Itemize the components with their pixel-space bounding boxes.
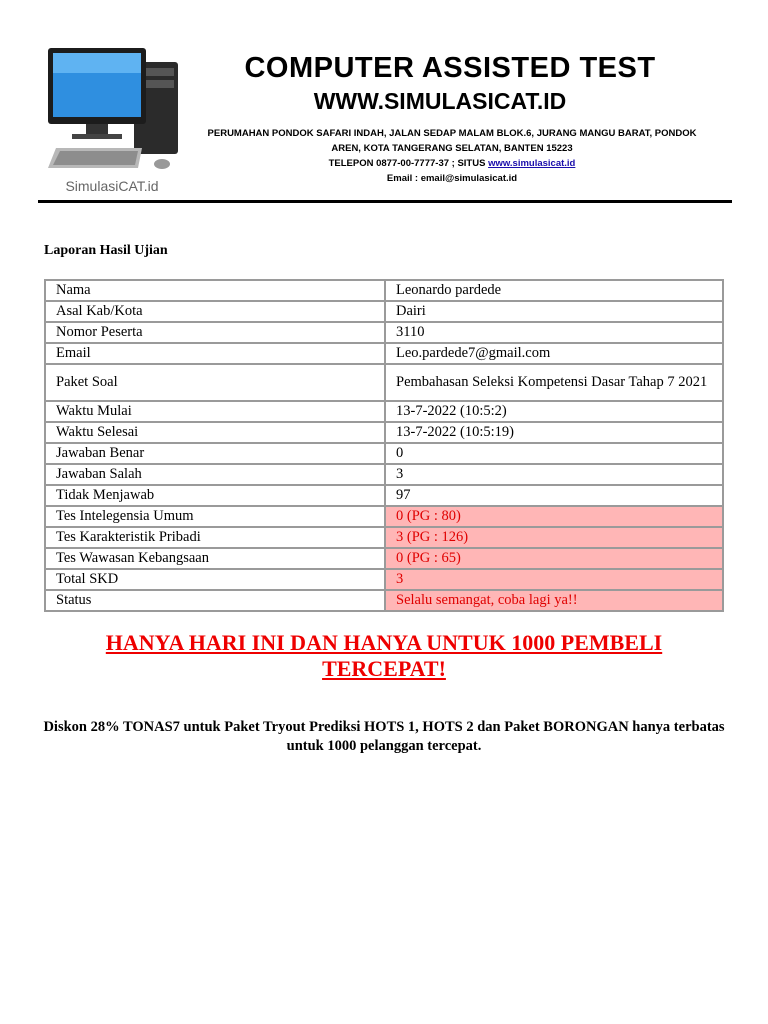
row-label: Nama xyxy=(45,280,385,301)
row-label: Status xyxy=(45,590,385,611)
row-value: Dairi xyxy=(385,301,723,322)
table-row xyxy=(45,422,723,443)
logo-caption: SimulasiCAT.id xyxy=(65,178,159,194)
row-value: Leo.pardede7@gmail.com xyxy=(385,343,723,364)
header-title: COMPUTER ASSISTED TEST xyxy=(244,52,656,84)
row-label: Paket Soal xyxy=(45,364,385,401)
phone-text: TELEPON 0877-00-7777-37 ; SITUS xyxy=(328,158,489,169)
result-table xyxy=(44,279,724,612)
row-value-highlight: 0 (PG : 65) xyxy=(385,548,723,569)
row-label: Total SKD xyxy=(45,569,385,590)
table-row xyxy=(45,590,723,611)
row-label: Asal Kab/Kota xyxy=(45,301,385,322)
computer-icon xyxy=(42,44,182,176)
email-line: Email : email@simulasicat.id xyxy=(386,173,518,184)
row-label: Tes Karakteristik Pribadi xyxy=(45,527,385,548)
row-value-highlight: 0 (PG : 80) xyxy=(385,506,723,527)
promo-headline: HANYA HARI INI DAN HANYA UNTUK 1000 PEMBELI TERCEPAT! xyxy=(105,630,663,681)
table-row xyxy=(45,443,723,464)
row-value-highlight: 3 (PG : 126) xyxy=(385,527,723,548)
row-label: Nomor Peserta xyxy=(45,322,385,343)
table-row xyxy=(45,548,723,569)
row-value: 13-7-2022 (10:5:2) xyxy=(385,401,723,422)
row-label: Email xyxy=(45,343,385,364)
table-row xyxy=(45,401,723,422)
row-label: Jawaban Salah xyxy=(45,464,385,485)
row-value-highlight: Selalu semangat, coba lagi ya!! xyxy=(385,590,723,611)
row-value: 0 xyxy=(385,443,723,464)
row-label: Jawaban Benar xyxy=(45,443,385,464)
header-website: WWW.SIMULASICAT.ID xyxy=(313,88,567,114)
table-row xyxy=(45,464,723,485)
site-link[interactable]: www.simulasicat.id xyxy=(488,158,576,169)
table-row xyxy=(45,343,723,364)
phone-line xyxy=(188,156,716,171)
row-value-highlight: 3 xyxy=(385,569,723,590)
simulasicat-logo xyxy=(42,44,182,194)
row-label: Tes Wawasan Kebangsaan xyxy=(45,548,385,569)
table-row xyxy=(45,322,723,343)
row-value: 3110 xyxy=(385,322,723,343)
table-row xyxy=(45,364,723,401)
table-row xyxy=(45,485,723,506)
table-row xyxy=(45,569,723,590)
address-line-2: AREN, KOTA TANGERANG SELATAN, BANTEN 15223 xyxy=(331,143,573,154)
table-row xyxy=(45,506,723,527)
row-value: 13-7-2022 (10:5:19) xyxy=(385,422,723,443)
table-row xyxy=(45,301,723,322)
address-line-1: PERUMAHAN PONDOK SAFARI INDAH, JALAN SEDAP MALAM BLOK.6, JURANG MANGU BARAT, PONDOK xyxy=(207,128,697,139)
row-value: Leonardo pardede xyxy=(385,280,723,301)
row-label: Tes Intelegensia Umum xyxy=(45,506,385,527)
row-label: Waktu Mulai xyxy=(45,401,385,422)
row-label: Tidak Menjawab xyxy=(45,485,385,506)
report-title: Laporan Hasil Ujian xyxy=(44,243,168,258)
row-value: 97 xyxy=(385,485,723,506)
header-address xyxy=(188,126,716,186)
row-value: Pembahasan Seleksi Kompetensi Dasar Tahap 7 2021 xyxy=(385,364,723,401)
table-row xyxy=(45,527,723,548)
row-label: Waktu Selesai xyxy=(45,422,385,443)
table-row xyxy=(45,280,723,301)
header-divider xyxy=(38,200,732,203)
row-value: 3 xyxy=(385,464,723,485)
discount-note: Diskon 28% TONAS7 untuk Paket Tryout Prediksi HOTS 1, HOTS 2 dan Paket BORONGAN hanya terbatas untuk 1000 pelanggan tercepat. xyxy=(43,719,725,754)
